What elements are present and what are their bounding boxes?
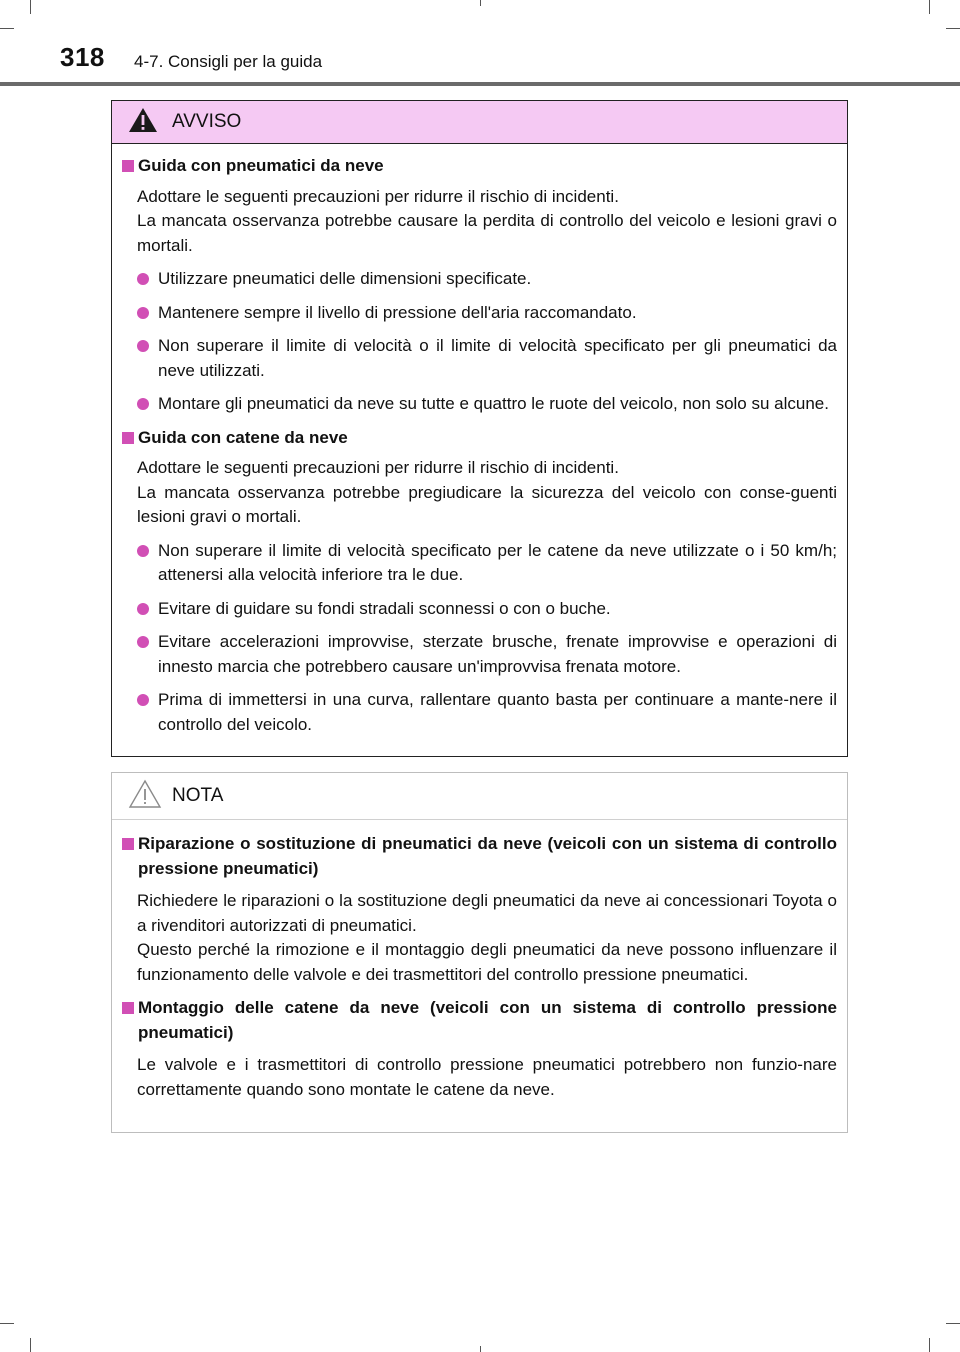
warning-body	[112, 144, 847, 737]
section-heading-text: Guida con pneumatici da neve	[138, 156, 384, 175]
warning-title: AVVISO	[172, 111, 242, 132]
square-bullet-icon	[122, 432, 134, 444]
round-bullet-icon	[137, 307, 149, 319]
crop-mark	[480, 1346, 481, 1352]
square-bullet-icon	[122, 1002, 134, 1014]
section-heading-text: Guida con catene da neve	[138, 427, 348, 447]
list-item	[122, 539, 837, 588]
note-header	[112, 773, 847, 820]
paragraph: Questo perché la rimozione e il montaggio degli pneumatici da neve possono influenzare il funzionamento delle valvole e dei trasmettitori del controllo pressione pneumatici.	[137, 940, 837, 984]
list-item	[122, 597, 837, 622]
list-item	[122, 392, 837, 417]
round-bullet-icon	[137, 340, 149, 352]
list-item-text: Non superare il limite di velocità specificato per le catene da neve utilizzate o i 50 km/h; attenersi alla velocità inferiore tra le due.	[158, 540, 837, 584]
crop-mark	[480, 0, 481, 6]
note-paragraphs	[122, 889, 837, 987]
section-heading-text: Riparazione o sostituzione di pneumatici da neve (veicoli con un sistema di controllo pressione pneumatici)	[138, 834, 837, 878]
warning-section-heading	[122, 426, 837, 451]
intro-line: La mancata osservanza potrebbe pregiudicare la sicurezza del veicolo con conse-guenti lesioni gravi o mortali.	[137, 482, 837, 526]
round-bullet-icon	[137, 273, 149, 285]
list-item-text: Prima di immettersi in una curva, rallentare quanto basta per continuare a mante-nere il controllo del veicolo.	[158, 690, 837, 734]
warning-section-heading	[122, 154, 837, 179]
list-item-text: Evitare di guidare su fondi stradali sconnessi o con o buche.	[158, 598, 611, 618]
crop-mark	[30, 0, 31, 14]
note-box	[111, 772, 848, 1133]
round-bullet-icon	[137, 636, 149, 648]
note-title: NOTA	[172, 785, 224, 806]
warning-triangle-icon	[128, 107, 158, 138]
round-bullet-icon	[137, 603, 149, 615]
intro-line: La mancata osservanza potrebbe causare la perdita di controllo del veicolo e lesioni gravi o mortali.	[137, 211, 837, 255]
list-item	[122, 301, 837, 326]
warning-box	[111, 100, 848, 757]
warning-intro	[122, 185, 837, 259]
list-item-text: Evitare accelerazioni improvvise, sterzate brusche, frenate improvvise e operazioni di innesto marcia che potrebbero causare un'improvvisa frenata motore.	[158, 632, 837, 676]
warning-header	[112, 101, 847, 144]
warning-intro	[122, 456, 837, 530]
section-heading-text: Montaggio delle catene da neve (veicoli con un sistema di controllo pressione pneumatici)	[138, 998, 837, 1042]
round-bullet-icon	[137, 694, 149, 706]
header-divider	[0, 82, 960, 86]
round-bullet-icon	[137, 545, 149, 557]
crop-mark	[0, 28, 14, 29]
list-item-text: Mantenere sempre il livello di pressione dell'aria raccomandato.	[158, 302, 637, 322]
crop-mark	[929, 0, 930, 14]
crop-mark	[946, 1323, 960, 1324]
note-paragraphs	[122, 1053, 837, 1102]
list-item-text: Utilizzare pneumatici delle dimensioni specificate.	[158, 269, 532, 288]
list-item	[122, 267, 837, 292]
note-body	[112, 820, 847, 1102]
list-item	[122, 630, 837, 679]
intro-line: Adottare le seguenti precauzioni per ridurre il rischio di incidenti.	[137, 186, 619, 206]
page-number: 318	[60, 42, 105, 72]
list-item-text: Montare gli pneumatici da neve su tutte e quattro le ruote del veicolo, non solo su alcune.	[158, 394, 829, 413]
note-section-heading	[122, 832, 837, 881]
intro-line: Adottare le seguenti precauzioni per ridurre il rischio di incidenti.	[137, 458, 619, 477]
round-bullet-icon	[137, 398, 149, 410]
crop-mark	[0, 1323, 14, 1324]
note-section-heading	[122, 996, 837, 1045]
crop-mark	[30, 1338, 31, 1352]
list-item-text: Non superare il limite di velocità o il limite di velocità specificato per gli pneumatici da neve utilizzati.	[158, 336, 837, 380]
paragraph: Le valvole e i trasmettitori di controllo pressione pneumatici potrebbero non funzio-nare correttamente quando sono montate le catene da neve.	[137, 1055, 837, 1099]
crop-mark	[946, 28, 960, 29]
section-title: 4-7. Consigli per la guida	[134, 52, 323, 71]
caution-outline-icon	[128, 779, 162, 814]
crop-mark	[929, 1338, 930, 1352]
paragraph: Richiedere le riparazioni o la sostituzione degli pneumatici da neve ai concessionari Toyota o a rivenditori autorizzati di pneumatici.	[137, 891, 837, 935]
list-item	[122, 688, 837, 737]
square-bullet-icon	[122, 838, 134, 850]
list-item	[122, 334, 837, 383]
square-bullet-icon	[122, 160, 134, 172]
